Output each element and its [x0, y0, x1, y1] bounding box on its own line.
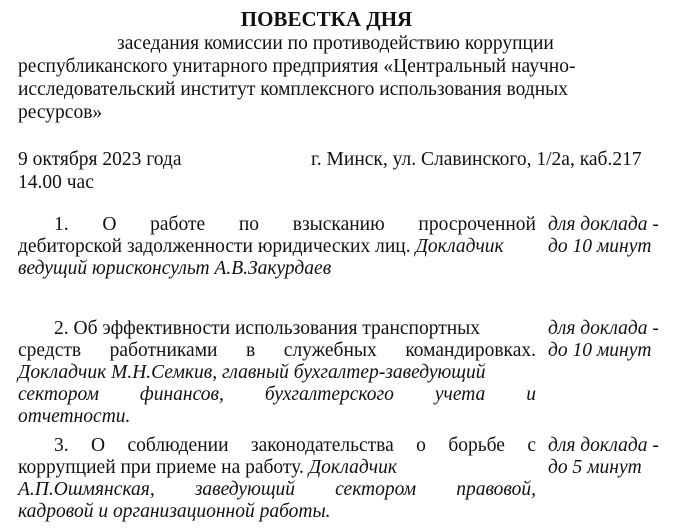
subtitle-line-3: исследовательский институт комплексного использования водных: [18, 79, 568, 100]
agenda-item-2-line-5: отчетности.: [18, 406, 131, 427]
agenda-item-3-line-3: А.П.Ошмянская, заведующий сектором правовой,: [18, 479, 536, 500]
duration-line: до 10 минут: [548, 236, 652, 257]
title-text: ПОВЕСТКА ДНЯ: [240, 7, 413, 31]
meeting-date: 9 октября 2023 года: [18, 149, 182, 170]
duration-line: до 10 минут: [548, 340, 652, 361]
agenda-item-1-line-3: ведущий юрисконсульт А.В.Закурдаев: [18, 258, 332, 279]
agenda-item-3-duration: [548, 435, 659, 479]
duration-line: для доклада -: [548, 318, 659, 339]
agenda-item-3-line-2: [18, 457, 536, 479]
page-title: [0, 7, 697, 31]
meeting-location: г. Минск, ул. Славинского, 1/2а, каб.217: [311, 149, 642, 170]
agenda-item-3-line-1: 3. О соблюдении законодательства о борьбе с: [54, 435, 536, 456]
subtitle-line-4: ресурсов»: [18, 102, 103, 123]
text-regular: дебиторской задолженности юридических лиц.: [18, 236, 416, 257]
agenda-item-3-line-4: кадровой и организационной работы.: [18, 501, 331, 522]
text-regular: коррупцией при приеме на работу.: [18, 457, 309, 478]
meeting-time: 14.00 час: [18, 172, 94, 193]
agenda-item-2-line-2: средств работниками в служебных командировках.: [18, 340, 536, 361]
agenda-item-2-line-1: 2. Об эффективности использования транспортных: [54, 318, 481, 339]
duration-line: до 5 минут: [548, 457, 642, 478]
text-italic: Докладчик: [308, 457, 397, 478]
duration-line: для доклада -: [548, 214, 659, 235]
agenda-item-1-line-2: [18, 236, 536, 258]
agenda-item-2-line-4: сектором финансов, бухгалтерского учета и: [18, 384, 536, 405]
text-italic: Докладчик: [415, 236, 504, 257]
agenda-item-2-line-3: Докладчик М.Н.Семкив, главный бухгалтер-заведующий: [18, 362, 486, 383]
agenda-item-3: [18, 435, 536, 523]
agenda-item-2-duration: [548, 318, 659, 362]
subtitle-line-2: республиканского унитарного предприятия «Центральный научно-: [18, 56, 576, 77]
agenda-item-2: [18, 318, 536, 428]
text-regular: 1. О работе по взысканию просроченной: [54, 214, 536, 235]
agenda-item-1-duration: [548, 214, 659, 258]
duration-line: для доклада -: [548, 435, 659, 456]
agenda-item-1-line-1: [18, 214, 536, 236]
subtitle-line-1: заседания комиссии по противодействию коррупции: [117, 33, 554, 54]
agenda-item-1: [18, 214, 536, 280]
